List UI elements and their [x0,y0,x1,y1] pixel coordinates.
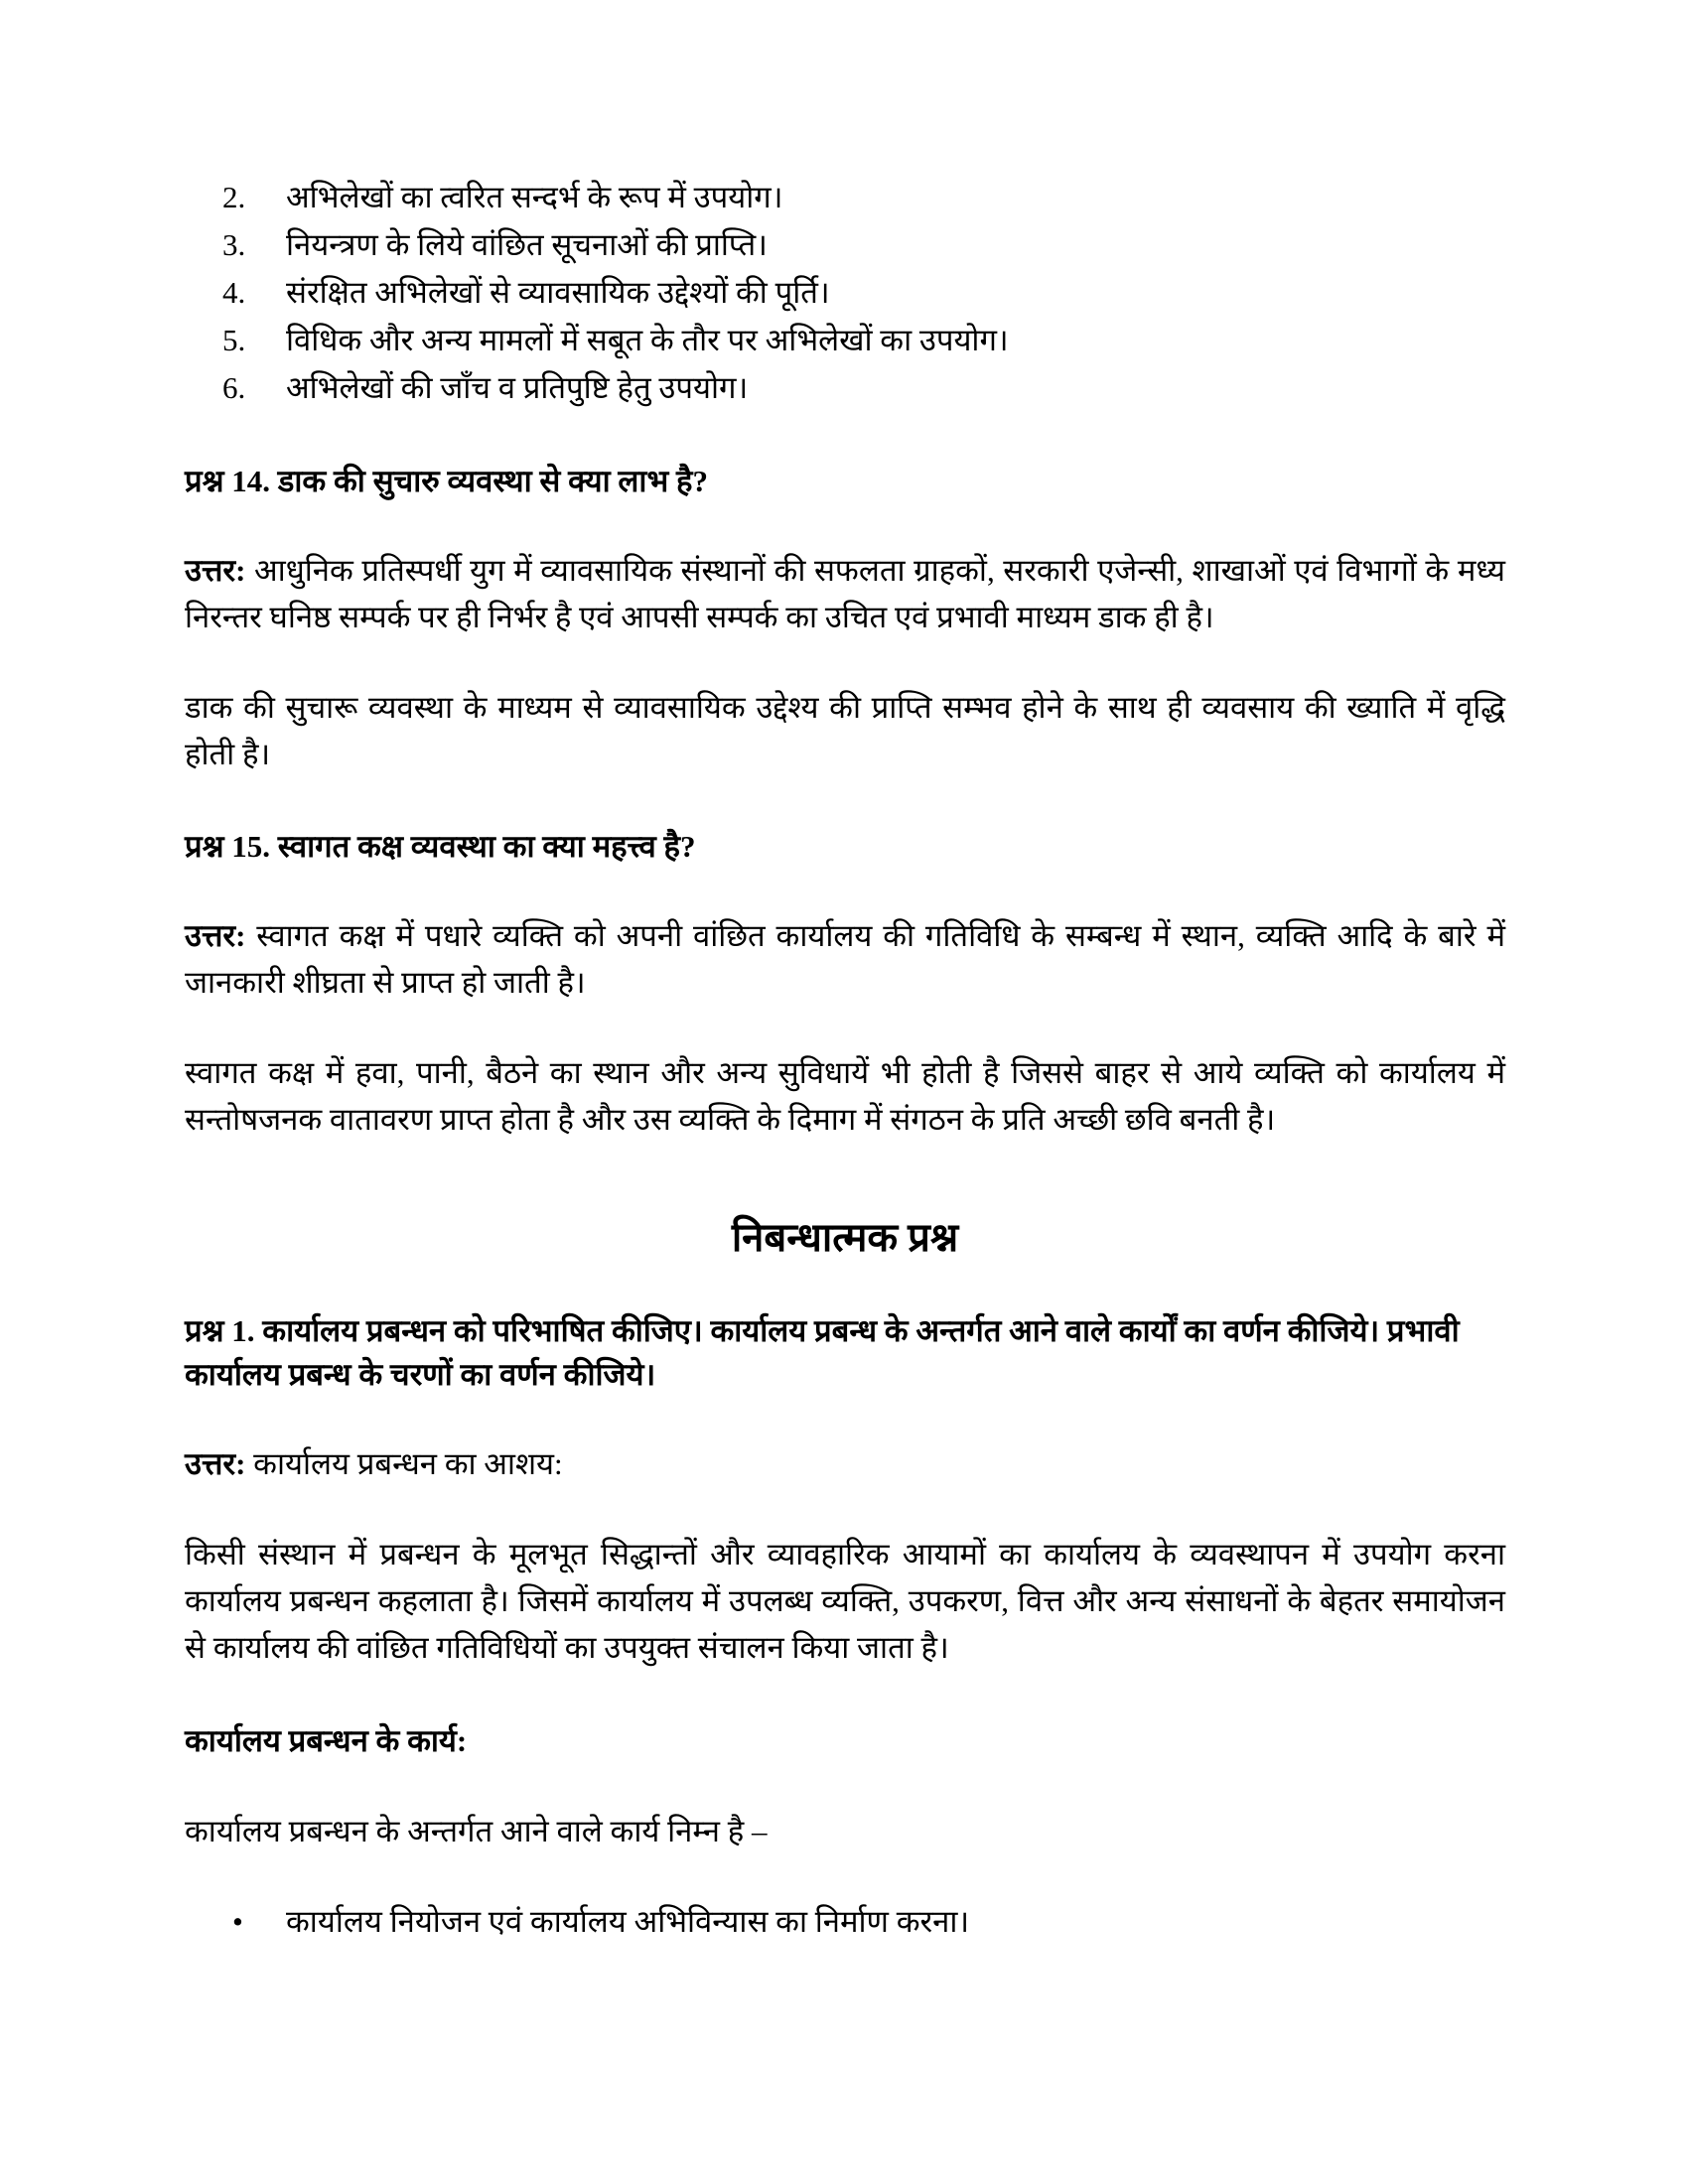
list-item-text: नियन्त्रण के लिये वांछित सूचनाओं की प्राप्ति। [286,227,768,262]
essay-question-1-answer-paragraph-3: कार्यालय प्रबन्धन के अन्तर्गत आने वाले कार्य निम्न है – [185,1814,768,1848]
list-item-marker: 3. [222,227,246,262]
answer-label: उत्तर: [185,918,246,953]
list-item-marker: 5. [222,323,246,357]
list-item-text: विधिक और अन्य मामलों में सबूत के तौर पर अभिलेखों का उपयोग। [286,323,1009,357]
list-item-marker: 2. [222,180,246,214]
answer-body: आधुनिक प्रतिस्पर्धी युग में व्यावसायिक संस्थानों की सफलता ग्राहकों, सरकारी एजेन्सी, शाखाओं एवं विभागों के मध्य निरन्तर घनिष्ठ सम्पर्क पर ही निर्भर है एवं आपसी सम्पर्क का उचित एवं प्रभावी माध्यम डाक ही है। [185,553,1505,634]
list-item-marker: 6. [222,370,246,405]
bullet-dot-icon: • [232,1904,243,1939]
question-15-answer-paragraph-1 [185,912,1505,1006]
essay-question-1-heading: प्रश्न 1. कार्यालय प्रबन्धन को परिभाषित कीजिए। कार्यालय प्रबन्ध के अन्तर्गत आने वाले कार्यों का वर्णन कीजिये। प्रभावी कार्यालय प्रबन्ध के चरणों का वर्णन कीजिये। [185,1313,1460,1392]
question-14-answer-paragraph-2: डाक की सुचारू व्यवस्था के माध्यम से व्यावसायिक उद्देश्य की प्राप्ति सम्भव होने के साथ ही व्यवसाय की ख्याति में वृद्धि होती है। [185,690,1505,771]
essay-question-1-bullet-list [185,1898,1505,1945]
essay-section-heading: निबन्धात्मक प्रश्न [731,1215,959,1260]
list-item [185,269,1505,317]
essay-question-1-sub-heading: कार्यालय प्रबन्धन के कार्य: [185,1723,468,1758]
question-14-answer-paragraph-1 [185,547,1505,640]
list-item [185,221,1505,269]
list-item-marker: 4. [222,275,246,310]
question-15-answer-paragraph-2: स्वागत कक्ष में हवा, पानी, बैठने का स्थान और अन्य सुविधायें भी होती है जिससे बाहर से आये व्यक्ति को कार्यालय में सन्तोषजनक वातावरण प्राप्त होता है और उस व्यक्ति के दिमाग में संगठन के प्रति अच्छी छवि बनती है। [185,1055,1505,1137]
numbered-list [185,174,1505,412]
list-item-text: कार्यालय नियोजन एवं कार्यालय अभिविन्यास का निर्माण करना। [286,1904,970,1939]
list-item-text: अभिलेखों की जाँच व प्रतिपुष्टि हेतु उपयोग। [286,370,749,405]
answer-label: उत्तर: [185,553,246,588]
question-15-heading: प्रश्न 15. स्वागत कक्ष व्यवस्था का क्या महत्त्व है? [185,829,696,864]
essay-question-1-answer-paragraph-1 [185,1440,1505,1487]
list-item-text: अभिलेखों का त्वरित सन्दर्भ के रूप में उपयोग। [286,180,783,214]
essay-question-1-answer-paragraph-2: किसी संस्थान में प्रबन्धन के मूलभूत सिद्धान्तों और व्यावहारिक आयामों का कार्यालय के व्यवस्थापन में उपयोग करना कार्यालय प्रबन्धन कहलाता है। जिसमें कार्यालय में उपलब्ध व्यक्ति, उपकरण, वित्त और अन्य संसाधनों के बेहतर समायोजन से कार्यालय की वांछित गतिविधियों का उपयुक्त संचालन किया जाता है। [185,1537,1505,1665]
list-item [185,317,1505,364]
page-content [185,174,1505,1945]
question-14-heading: प्रश्न 14. डाक की सुचारु व्यवस्था से क्या लाभ है? [185,464,708,498]
answer-body: स्वागत कक्ष में पधारे व्यक्ति को अपनी वांछित कार्यालय की गतिविधि के सम्बन्ध में स्थान, व्यक्ति आदि के बारे में जानकारी शीघ्रता से प्राप्त हो जाती है। [185,918,1505,1000]
answer-label: उत्तर: [185,1446,246,1481]
list-item-text: संरक्षित अभिलेखों से व्यावसायिक उद्देश्यों की पूर्ति। [286,275,830,310]
answer-body: कार्यालय प्रबन्धन का आशय: [245,1446,563,1481]
list-item [185,364,1505,412]
list-item [185,1898,1505,1945]
list-item [185,174,1505,221]
